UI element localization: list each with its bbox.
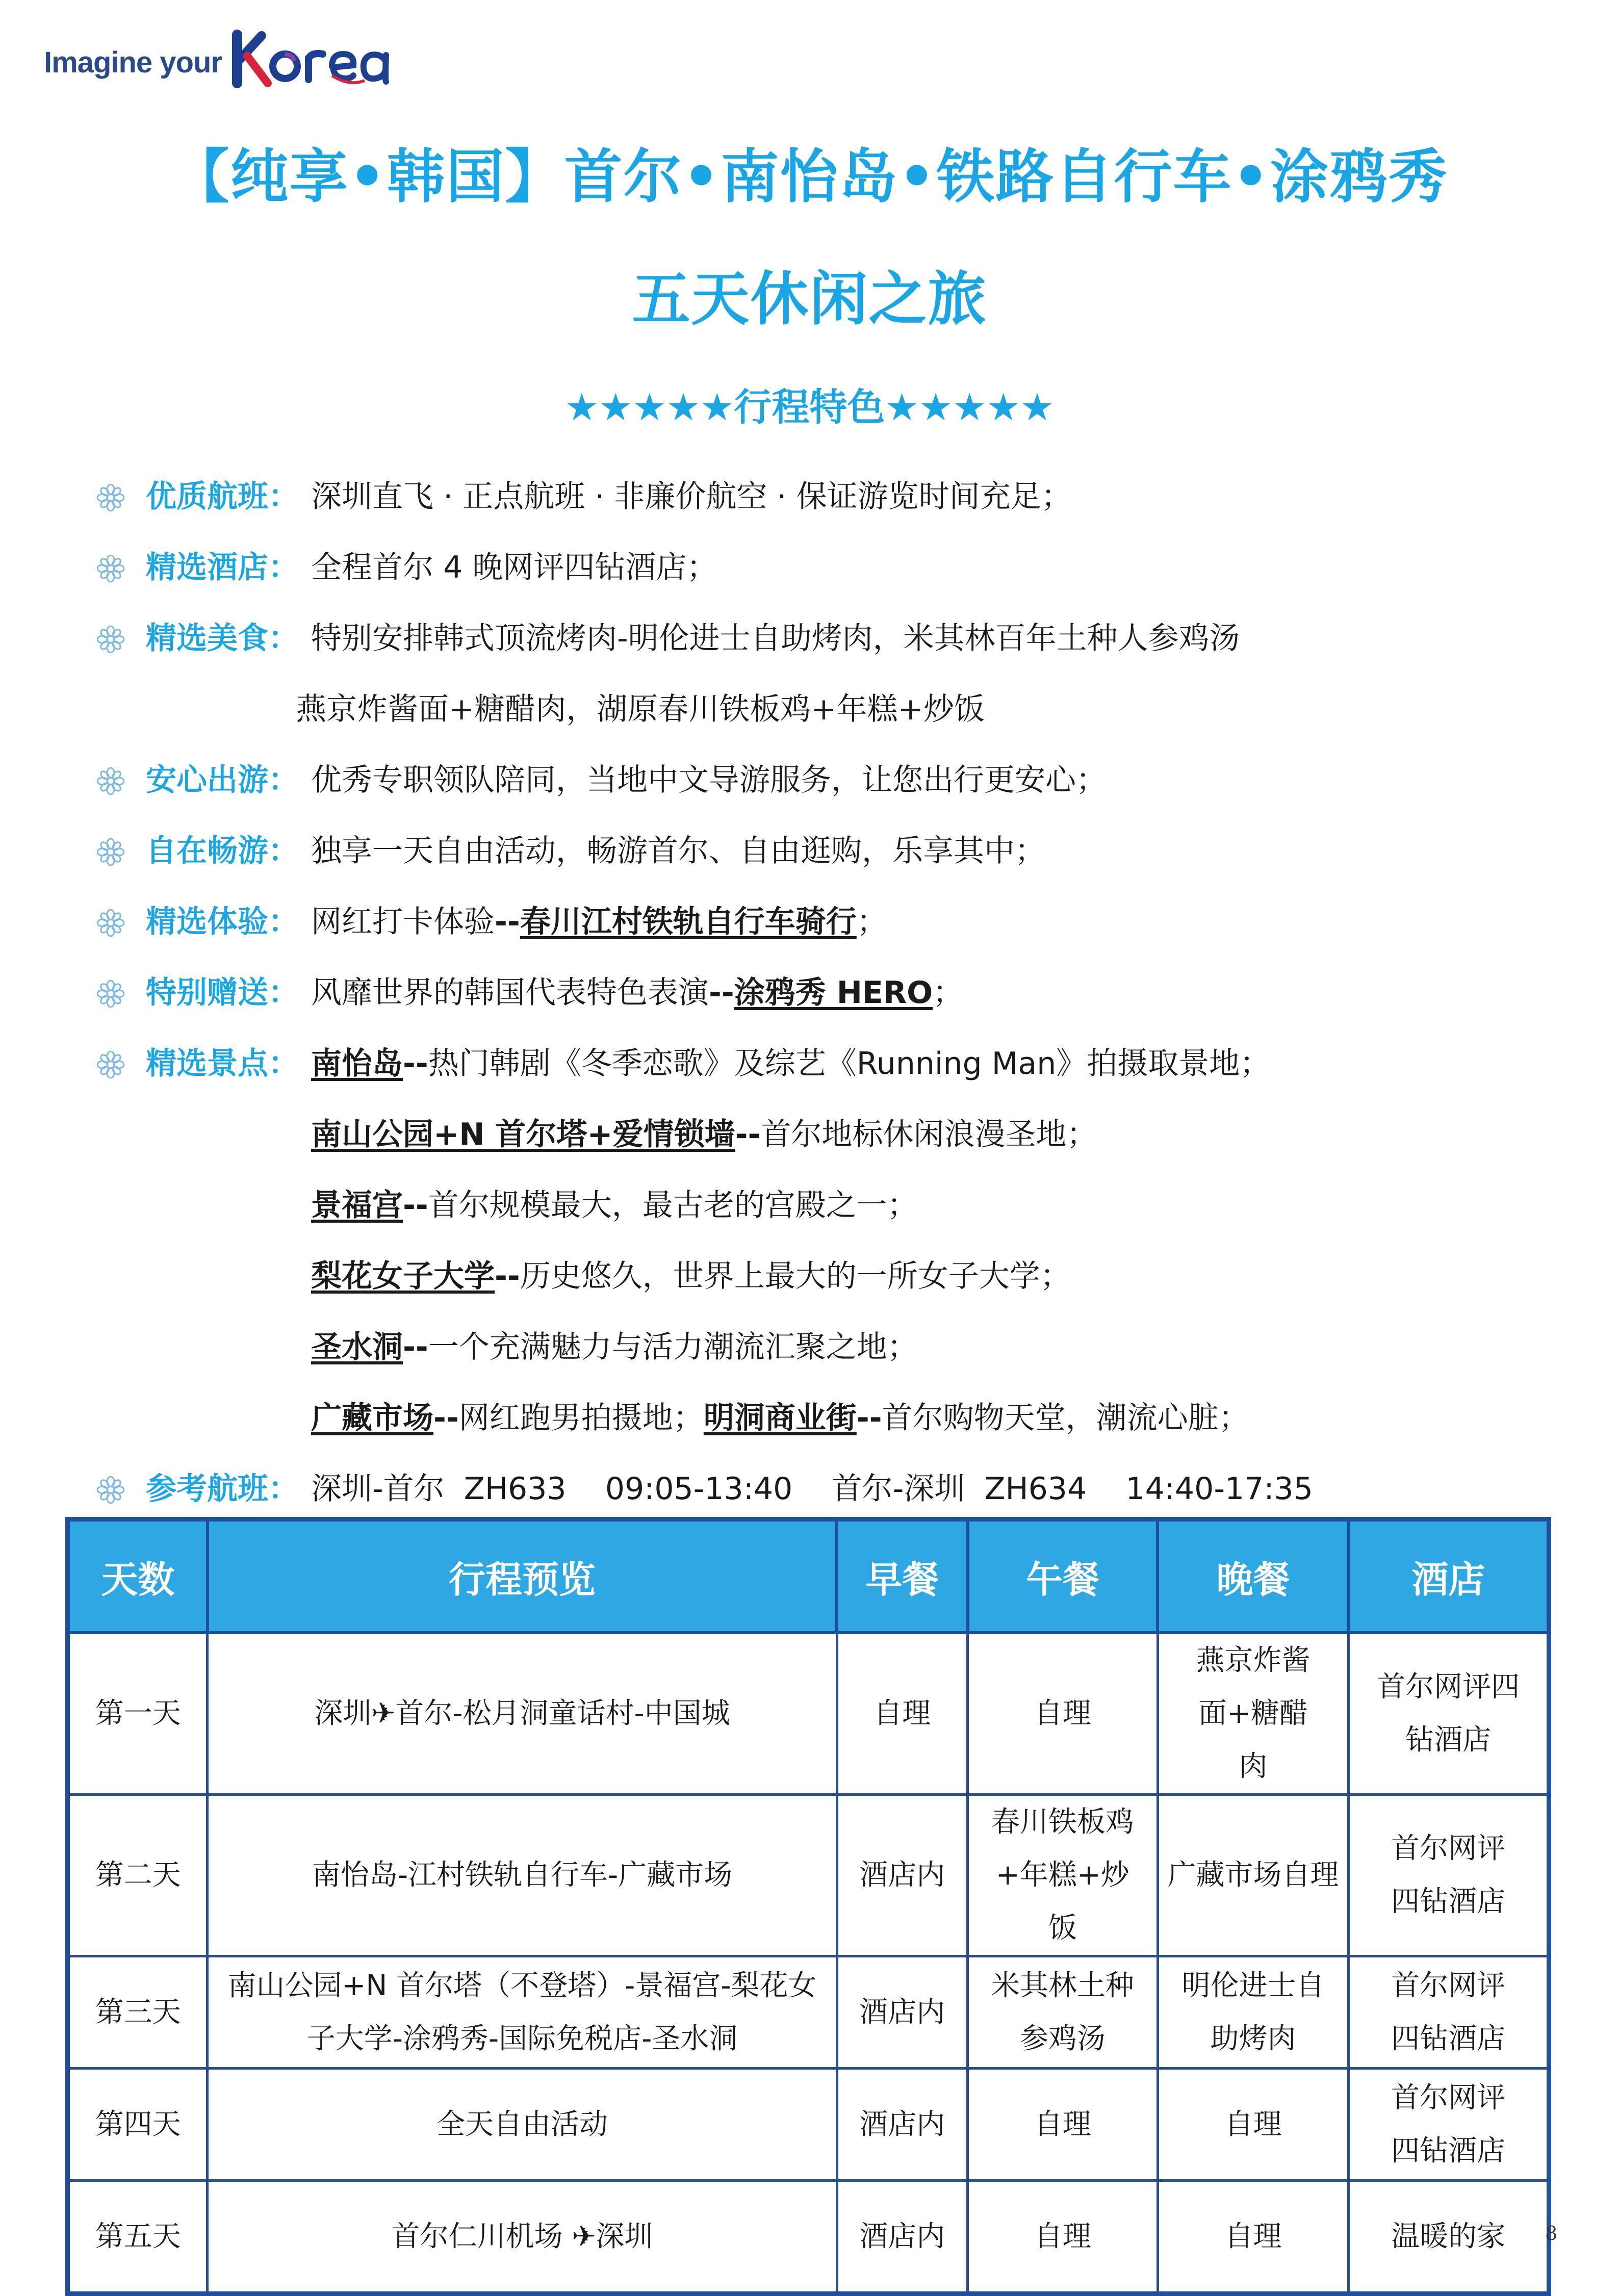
header-day: 天数 (68, 1519, 208, 1633)
header-breakfast: 早餐 (837, 1519, 967, 1633)
dash-separator: -- (735, 1117, 761, 1152)
cell-breakfast: 酒店内 (837, 2069, 967, 2181)
cell-lunch: 米其林土种参鸡汤 (968, 1956, 1158, 2069)
feature-spots (97, 1028, 1576, 1099)
cell-day: 第一天 (68, 1633, 208, 1795)
flower-bullet-icon (97, 980, 124, 1008)
cell-hotel: 首尔网评四钻酒店 (1349, 2069, 1549, 2181)
spot-name: 景福宫 (311, 1188, 403, 1223)
feature-text: 优秀专职领队陪同，当地中文导游服务，让您出行更安心； (311, 762, 1107, 798)
cell-breakfast: 酒店内 (837, 1795, 967, 1956)
features-list (97, 461, 1576, 1525)
dash-separator: -- (495, 904, 520, 940)
cell-hotel: 温暖的家 (1349, 2181, 1549, 2294)
dash-separator: -- (403, 1046, 428, 1081)
spot-item (311, 1099, 1097, 1170)
cell-breakfast: 自理 (837, 1633, 967, 1795)
feature-text (311, 887, 887, 958)
cell-dinner: 自理 (1158, 2069, 1349, 2181)
dash-separator: -- (403, 1188, 428, 1223)
feature-label: 精选景点： (146, 1046, 299, 1081)
spot-desc: 历史悠久，世界上最大的一所女子大学； (520, 1258, 1071, 1294)
feature-flight (97, 461, 1576, 532)
table-header-row (68, 1519, 1549, 1633)
spot-name: 明洞商业街 (703, 1400, 857, 1436)
page-subtitle: 五天休闲之旅 (632, 265, 987, 333)
dash-separator: -- (856, 1400, 882, 1436)
cell-dinner: 燕京炸酱面+糖醋肉 (1158, 1633, 1349, 1795)
logo-prefix-text: Imagine your (44, 45, 222, 79)
cell-dinner: 自理 (1158, 2181, 1349, 2294)
spot-name: 圣水洞 (311, 1329, 403, 1365)
feature-label: 安心出游： (146, 762, 299, 798)
spot-item (311, 1028, 1270, 1099)
header-dinner: 晚餐 (1158, 1519, 1349, 1633)
page-number: 8 (1545, 2222, 1558, 2245)
feature-highlight: 涂鸦秀 HERO (734, 975, 933, 1011)
spot-desc: 首尔购物天堂，潮流心脏； (882, 1400, 1249, 1436)
cell-day: 第五天 (68, 2181, 208, 2294)
table-row (68, 1795, 1549, 1956)
flower-bullet-icon (97, 767, 124, 795)
feature-hotel (97, 532, 1576, 603)
feature-label: 特别赠送： (146, 975, 299, 1011)
header-lunch: 午餐 (968, 1519, 1158, 1633)
feature-experience (97, 887, 1576, 958)
feature-spots-row (97, 1241, 1576, 1312)
cell-dinner: 广藏市场自理 (1158, 1795, 1349, 1956)
cell-breakfast: 酒店内 (837, 2181, 967, 2294)
spot-item (311, 1383, 1249, 1454)
table-row (68, 2069, 1549, 2181)
header-hotel: 酒店 (1349, 1519, 1549, 1633)
flower-bullet-icon (97, 1051, 124, 1078)
cell-breakfast: 酒店内 (837, 1956, 967, 2069)
cell-route: 深圳✈首尔-松月洞童话村-中国城 (208, 1633, 837, 1795)
feature-free (97, 816, 1576, 887)
feature-text: 深圳直飞 · 正点航班 · 非廉价航空 · 保证游览时间充足； (311, 479, 1072, 514)
feature-text: 全程首尔 4 晚网评四钻酒店； (311, 550, 717, 585)
cell-route: 南山公园+N 首尔塔（不登塔）-景福宫-梨花女子大学-涂鸦秀-国际免税店-圣水洞 (208, 1956, 837, 2069)
cell-hotel: 首尔网评四钻酒店 (1349, 1956, 1549, 2069)
flower-bullet-icon (97, 484, 124, 511)
cell-day: 第二天 (68, 1795, 208, 1956)
feature-highlight: 春川江村铁轨自行车骑行 (520, 904, 857, 940)
cell-route: 南怡岛-江村铁轨自行车-广藏市场 (208, 1795, 837, 1956)
spot-name: 梨花女子大学 (311, 1258, 495, 1294)
feature-label: 精选体验： (146, 904, 299, 940)
dash-separator: -- (495, 1258, 520, 1294)
feature-spots-row (97, 1312, 1576, 1383)
feature-spots-row (97, 1383, 1576, 1454)
cell-lunch: 自理 (968, 1633, 1158, 1795)
dash-separator: -- (433, 1400, 459, 1436)
itinerary-table (65, 1517, 1551, 2296)
table-row (68, 1633, 1549, 1795)
feature-label: 精选美食： (146, 621, 299, 656)
spot-desc: 一个充满魅力与活力潮流汇聚之地； (428, 1329, 918, 1365)
spot-desc: 首尔地标休闲浪漫圣地； (760, 1117, 1097, 1152)
flower-bullet-icon (97, 1476, 124, 1504)
brand-logo (44, 24, 390, 91)
flower-bullet-icon (97, 838, 124, 866)
dash-separator: -- (403, 1329, 428, 1365)
feature-label: 精选酒店： (146, 550, 299, 585)
korea-logo-icon (232, 24, 390, 91)
cell-hotel: 首尔网评四钻酒店 (1349, 1795, 1549, 1956)
feature-spots-row (97, 1099, 1576, 1170)
table-row (68, 2181, 1549, 2294)
cell-lunch: 春川铁板鸡+年糕+炒饭 (968, 1795, 1158, 1956)
table-row (68, 1956, 1549, 2069)
feature-text-part: ； (933, 975, 964, 1011)
feature-gift (97, 958, 1576, 1028)
feature-text: 特别安排韩式顶流烤肉-明伦进士自助烤肉，米其林百年土种人参鸡汤 (311, 621, 1240, 656)
cell-day: 第三天 (68, 1956, 208, 2069)
spot-name: 南怡岛 (311, 1046, 403, 1081)
cell-hotel: 首尔网评四钻酒店 (1349, 1633, 1549, 1795)
cell-dinner: 明伦进士自助烤肉 (1158, 1956, 1349, 2069)
flower-bullet-icon (97, 909, 124, 937)
flower-bullet-icon (97, 555, 124, 582)
spot-desc: 网红跑男拍摄地； (458, 1400, 704, 1436)
spot-desc: 首尔规模最大，最古老的宫殿之一； (428, 1188, 918, 1223)
feature-text: 独享一天自由活动，畅游首尔、自由逛购，乐享其中； (311, 833, 1045, 869)
feature-text-part: 网红打卡体验 (311, 904, 495, 940)
dash-separator: -- (709, 975, 734, 1011)
spot-item (311, 1241, 1071, 1312)
features-heading: ★★★★★行程特色★★★★★ (564, 385, 1055, 429)
feature-safe (97, 745, 1576, 816)
feature-food (97, 603, 1576, 674)
feature-text (311, 958, 963, 1028)
spot-name: 广藏市场 (311, 1400, 433, 1436)
feature-reference-flight (97, 1454, 1576, 1525)
cell-route: 首尔仁川机场 ✈深圳 (208, 2181, 837, 2294)
feature-food-continued (97, 674, 1576, 745)
feature-text-part: ； (856, 904, 887, 940)
feature-text-part: 风靡世界的韩国代表特色表演 (311, 975, 709, 1011)
cell-route: 全天自由活动 (208, 2069, 837, 2181)
feature-label: 自在畅游： (146, 833, 299, 869)
spot-item (311, 1312, 918, 1383)
flower-bullet-icon (97, 626, 124, 653)
header-route: 行程预览 (208, 1519, 837, 1633)
page-title: 【纯享•韩国】首尔•南怡岛•铁路自行车•涂鸦秀 (171, 143, 1448, 211)
cell-lunch: 自理 (968, 2181, 1158, 2294)
feature-label: 优质航班： (146, 479, 299, 514)
spot-item (311, 1170, 918, 1241)
feature-text: 燕京炸酱面+糖醋肉，湖原春川铁板鸡+年糕+炒饭 (296, 691, 985, 727)
cell-lunch: 自理 (968, 2069, 1158, 2181)
spot-name: 南山公园+N 首尔塔+爱情锁墙 (311, 1117, 735, 1152)
feature-label: 参考航班： (146, 1471, 299, 1507)
cell-day: 第四天 (68, 2069, 208, 2181)
spot-desc: 热门韩剧《冬季恋歌》及综艺《Running Man》拍摄取景地； (428, 1046, 1271, 1081)
feature-text: 深圳-首尔 ZH633 09:05-13:40 首尔-深圳 ZH634 14:40-17:35 (311, 1471, 1313, 1507)
feature-spots-row (97, 1170, 1576, 1241)
